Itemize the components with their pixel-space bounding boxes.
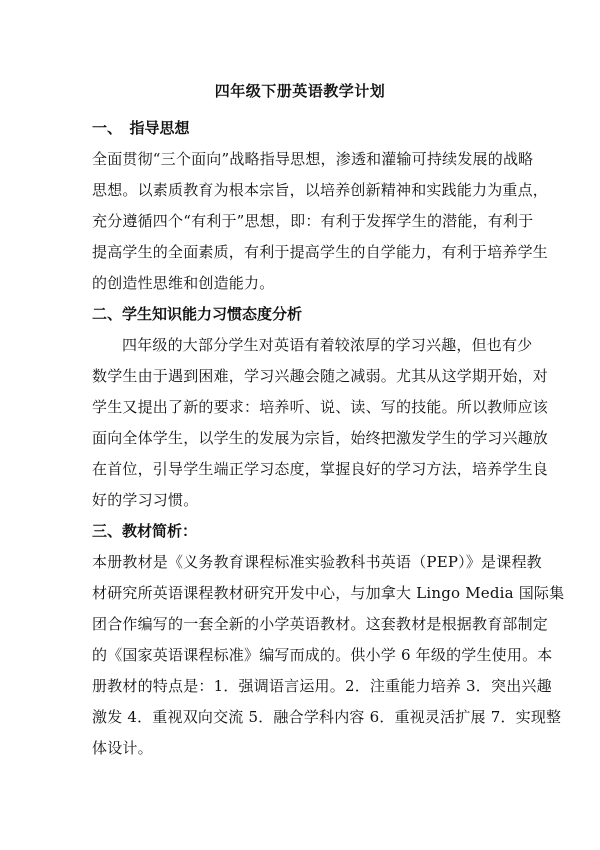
paragraph-line: 学生又提出了新的要求：培养听、说、读、写的技能。所以教师应该 <box>92 398 549 416</box>
paragraph-line: 的《国家英语课程标准》编写而成的。供小学 6 年级的学生使用。本 <box>92 646 553 664</box>
document-title: 四年级下册英语教学计划 <box>214 82 386 100</box>
paragraph-line: 思想。以素质教育为根本宗旨，以培养创新精神和实践能力为重点， <box>92 181 549 199</box>
paragraph-line: 提高学生的全面素质，有利于提高学生的自学能力，有利于培养学生 <box>92 243 549 261</box>
paragraph-line: 好的学习习惯。 <box>92 491 199 509</box>
paragraph-line: 的创造性思维和创造能力。 <box>92 274 275 292</box>
paragraph-line: 四年级的大部分学生对英语有着较浓厚的学习兴趣，但也有少 <box>122 336 533 354</box>
paragraph-line: 材研究所英语课程教材研究开发中心，与加拿大 Lingo Media 国际集 <box>92 584 565 602</box>
section-heading-student-analysis: 二、学生知识能力习惯态度分析 <box>92 305 303 323</box>
paragraph-line: 数学生由于遇到困难，学习兴趣会随之减弱。尤其从这学期开始，对 <box>92 367 549 385</box>
paragraph-line: 面向全体学生，以学生的发展为宗旨，始终把激发学生的学习兴趣放 <box>92 429 549 447</box>
paragraph-line: 本册教材是《义务教育课程标准实验教科书英语（PEP）》是课程教 <box>92 553 542 571</box>
section-heading-guiding-ideology: 一、 指导思想 <box>92 119 190 137</box>
paragraph-line: 团合作编写的一套全新的小学英语教材。这套教材是根据教育部制定 <box>92 615 549 633</box>
paragraph-line: 在首位，引导学生端正学习态度，掌握良好的学习方法，培养学生良 <box>92 460 549 478</box>
paragraph-line: 激发 4．重视双向交流 5．融合学科内容 6．重视灵活扩展 7．实现整 <box>92 708 562 726</box>
paragraph-line: 全面贯彻“三个面向”战略指导思想，渗透和灌输可持续发展的战略 <box>92 150 534 168</box>
paragraph-line: 体设计。 <box>92 739 153 757</box>
paragraph-line: 充分遵循四个“有利于”思想，即：有利于发挥学生的潜能，有利于 <box>92 212 534 230</box>
paragraph-line: 册教材的特点是：1．强调语言运用。2．注重能力培养 3．突出兴趣 <box>92 677 552 695</box>
section-heading-textbook-analysis: 三、教材简析： <box>92 522 198 540</box>
